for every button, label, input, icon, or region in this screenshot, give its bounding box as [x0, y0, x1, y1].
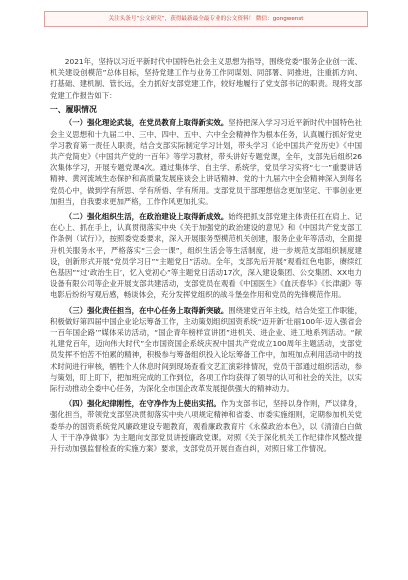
- paragraph-3: [50, 305, 362, 395]
- intro-paragraph: 2021年，坚持以习近平新时代中国特色社会主义思想为指导，围绕党委“服务企业创一流、机关建设创模范”总体目标，坚持党建工作与业务工作同谋划、同部署、同推进，注重抓方向、打基础、建机制、管长远，全力抓好支部党建工作，较好地履行了党支部书记的职责。现将支部党建工作报告如下：: [50, 57, 362, 100]
- paragraph-2-body: 始终把抓支部党建主体责任扛在肩上、记在心上、抓在手上，认真贯彻落实中央《关于加强党的政治建设的意见》和《中国共产党支部工作条例（试行）》，按照委党委要求，深入开展服务型模范机关创建，服务企业年等活动，全面提升机关服务水平，严格落实“三会一课”，组织生活会等生活制度，进一步规范支部组织制度建设，创新形式开展“党员学习日”“主题党日”活动。全年，支部先后开展“观看红色电影，赓续红色基因”“过‘政治生日’，忆入党初心”等主题党日活动17次，深入建设集团、公交集团、XX电力设备有限公司等企业开展支部共建活动，支部党员在观看《中国医生》《血沃春华》《长津湖》等电影后纷纷写观后感，畅谈体会，充分发挥党组织的战斗堡垒作用和党员的先锋模范作用。: [50, 211, 362, 300]
- paragraph-1-body: 坚持把深入学习习近平新时代中国特色社会主义思想和十九届二中、三中、四中、五中、六中全会精神作为根本任务，认真履行抓好党史学习教育第一责任人职责，结合支部实际制定学习计划，带头学习《论中国共产党历史》《中国共产党简史》《中国共产党的一百年》等学习教材，带头讲好专题党课，全年，支部先后组织26次集体学习，开展专题党课4次。通过集体学、自主学、系统学，党员学习实将“七一”重要讲话精神、黄河流域生态保护和高质量发展座谈会上讲话精神、党的十九届六中全会精神深入到每名党员心中，做到学有所思、学有所悟、学有所用。支部党员干部理想信念更加坚定、干事创业更加担当，自我要求更加严格，工作作风更加扎实。: [50, 118, 362, 206]
- paragraph-2: [50, 211, 362, 301]
- report-body: [50, 56, 362, 454]
- promo-banner: 关注头条号“公文研究”，获得最新最全最专业的公文资料！ 微信：gongwenst: [44, 11, 368, 27]
- section-heading-1: 一、履职情况: [50, 104, 97, 114]
- paragraph-3-body: 围绕建党百年主线，结合处室工作职能，积极做好第四届中国企业论坛筹备工作，主动策划组织国资系统“迈开新‘壮丽100年·迈入强省会一百年国企路’”媒体采访活动，“国企青年榜样宣讲团”进机关、进企业、进工地系列活动。“献礼建党百年，迈向伟大时代”全市国资国企系统庆祝中国共产党成立100周年主题活动，支部党员发挥不怕苦不怕累的精神，积极参与筹备组织投入论坛筹备工作中，加班加点利用活动中的技术时间进行审核，牺牲个人休息时间到现场查看文艺汇演彩排情况，党员干部通过组织活动，参与策划，盯上盯下，把加班完成的工作到位，各项工作均获得了领导的认可和社会的关注，以实际行动推动全委中心任务，为深化全市国企改革发展提供强大的精神动力。: [50, 305, 362, 393]
- paragraph-4-lead: （四）强化纪律刚性，在守净作为上使出实招。: [64, 399, 221, 409]
- paragraph-4: [50, 398, 362, 454]
- paragraph-1-lead: （一）强化理论武装，在党员教育上取得新实效。: [64, 118, 229, 128]
- paragraph-3-lead: （三）强化责任担当，在中心任务上取得新突破。: [64, 305, 229, 315]
- paragraph-2-lead: （二）强化组织生活，在政治建设上取得新成效。: [64, 211, 229, 221]
- paragraph-1: [50, 117, 362, 207]
- paragraph-4-body: 作为支部书记，坚持以身作则，严以律身，强化担当，带领党支部坚决贯彻落实中央八项规定精神和省委、市委实施细则，定期参加机关党委举办的国资系统党风廉政建设专题教育，观看廉政教育片《永葆政治本色》，以《清清白白做人 干干净净做事》为主题向支部党员讲授廉政党课。对照《关于深化机关工作纪律作风整改提升行动加强监督检查的实施方案》要求，支部党员开展自查自纠，对照日常工作情况。: [50, 399, 362, 453]
